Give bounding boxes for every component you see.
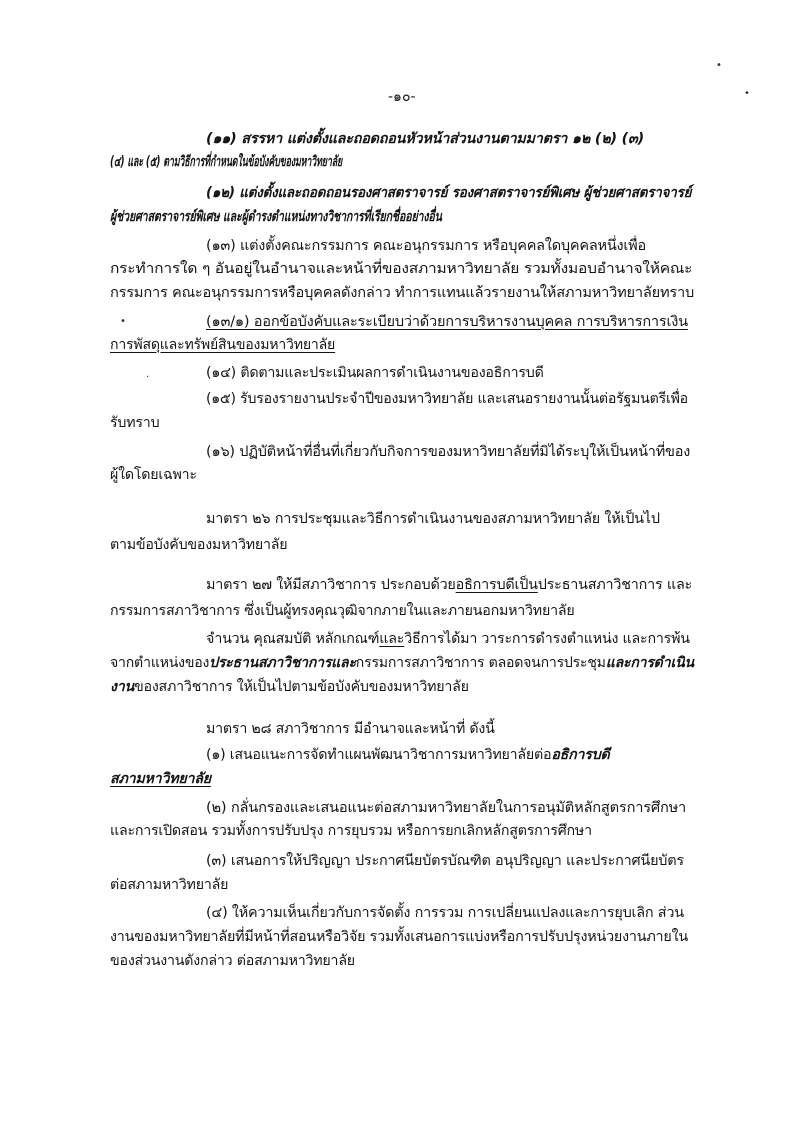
text-line	[206, 718, 495, 740]
text-segment: สภามหาวิทยาลัย	[110, 771, 211, 787]
text-segment: และการเปิดสอน รวมทั้งการปรับปรุง การยุบรวม หรือการยกเลิกหลักสูตรการศึกษา	[110, 823, 592, 839]
text-segment: ต่อสภามหาวิทยาลัย	[110, 877, 229, 893]
text-segment: (๔) และ (๕) ตามวิธีการที่กำหนดในข้อบังคับของมหาวิทยาลัย	[110, 154, 343, 170]
text-segment: (๑๑) สรรหา แต่งตั้งและถอดถอนหัวหน้าส่วนงานตามมาตรา ๑๒ (๒) (๓)	[206, 131, 644, 147]
text-line	[110, 926, 688, 948]
text-segment: กรรมการ คณะอนุกรรมการหรือบุคคลดังกล่าว ทำการแทนแล้วรายงานให้สภามหาวิทยาลัยทราบ	[110, 285, 695, 301]
text-line	[110, 820, 592, 842]
text-segment: และ	[379, 631, 405, 647]
text-line	[206, 850, 684, 872]
text-line	[110, 652, 694, 674]
text-segment: (๓) เสนอการให้ปริญญา ประกาศนียบัตรบัณฑิต อนุปริญญา และประกาศนียบัตร	[206, 853, 684, 869]
text-segment: วิธีการได้มา วาระการดำรงตำแหน่ง และการพ้น	[404, 631, 690, 647]
text-segment: ของส่วนงานดังกล่าว ต่อสภามหาวิทยาลัย	[110, 953, 355, 969]
text-line	[206, 797, 686, 819]
text-segment: (๑๓/๑) ออกข้อบังคับและระเบียบว่าด้วยการบริหารงานบุคคล การบริหารการเงิน	[206, 314, 688, 330]
text-line	[206, 628, 690, 650]
text-line	[206, 311, 688, 333]
text-segment: อธิการบดีเป็น	[455, 577, 538, 593]
text-line	[110, 412, 159, 434]
text-line	[110, 534, 287, 556]
text-segment: ผู้ช่วยศาสตราจารย์พิเศษ และผู้ดำรงตำแหน่งทางวิชาการที่เรียกชื่ออย่างอื่น	[110, 209, 442, 225]
text-segment: การพัสดุและทรัพย์สินของมหาวิทยาลัย	[110, 337, 336, 353]
text-line	[110, 600, 574, 622]
text-line	[206, 902, 684, 924]
text-segment: (๑๓) แต่งตั้งคณะกรรมการ คณะอนุกรรมการ หรือบุคคลใดบุคคลหนึ่งเพื่อ	[206, 238, 646, 254]
text-line	[110, 258, 692, 280]
text-segment: รับทราบ	[110, 415, 160, 431]
text-segment: ตามข้อบังคับของมหาวิทยาลัย	[110, 537, 288, 553]
text-line	[110, 676, 469, 698]
text-segment: ของสภาวิชาการ ให้เป็นไปตามข้อบังคับของมหาวิทยาลัย	[134, 679, 469, 695]
text-line	[206, 441, 690, 463]
page-number: -๑๐-	[388, 89, 416, 105]
scan-speck: ·	[146, 372, 150, 383]
text-line	[110, 768, 211, 790]
text-segment: ผู้ใดโดยเฉพาะ	[110, 467, 197, 483]
text-line	[206, 388, 688, 410]
text-segment: (๑๕) รับรองรายงานประจำปีของมหาวิทยาลัย และเสนอรายงานนั้นต่อรัฐมนตรีเพื่อ	[206, 391, 688, 407]
text-segment: (๒) กลั่นกรองและเสนอแนะต่อสภามหาวิทยาลัยในการอนุมัติหลักสูตรการศึกษา	[206, 800, 687, 816]
text-line	[110, 206, 442, 228]
text-segment: ประธานสภาวิชาการและ	[209, 655, 356, 671]
text-segment: มาตรา ๒๖ การประชุมและวิธีการดำเนินงานของสภามหาวิทยาลัย ให้เป็นไป	[206, 511, 660, 527]
text-line	[206, 574, 692, 596]
text-line	[206, 744, 610, 766]
text-line	[110, 950, 355, 972]
text-segment: (๑๒) แต่งตั้งและถอดถอนรองศาสตราจารย์ รองศาสตราจารย์พิเศษ ผู้ช่วยศาสตราจารย์	[206, 185, 692, 201]
text-segment: งานของมหาวิทยาลัยที่มีหน้าที่สอนหรือวิจัย รวมทั้งเสนอการแบ่งหรือการปรับปรุงหน่วยงานภายใน	[110, 929, 688, 945]
text-line	[110, 874, 228, 896]
text-segment: มาตรา ๒๗ ให้มีสภาวิชาการ ประกอบด้วย	[206, 577, 456, 593]
text-line	[206, 182, 691, 204]
text-segment: จากตำแหน่งของ	[110, 655, 210, 671]
text-segment: งาน	[110, 679, 134, 695]
text-line	[206, 362, 544, 384]
text-segment: กรรมการสภาวิชาการ ซึ่งเป็นผู้ทรงคุณวุฒิจากภายในและภายนอกมหาวิทยาลัย	[110, 603, 575, 619]
text-segment: จำนวน คุณสมบัติ หลักเกณฑ์	[206, 631, 380, 647]
text-segment: กรรมการสภาวิชาการ ตลอดจนการประชุม	[355, 655, 606, 671]
text-segment: (๑๔) ติดตามและประเมินผลการดำเนินงานของอธิการบดี	[206, 365, 544, 381]
text-line	[206, 508, 660, 530]
text-line	[110, 464, 197, 486]
text-line	[110, 334, 335, 356]
text-line	[206, 235, 646, 257]
text-segment: กระทำการใด ๆ อันอยู่ในอำนาจและหน้าที่ของสภามหาวิทยาลัย รวมทั้งมอบอำนาจให้คณะ	[110, 261, 693, 277]
scan-speck: •	[744, 88, 750, 99]
text-segment: ประธานสภาวิชาการ และ	[537, 577, 693, 593]
text-line	[110, 282, 694, 304]
text-segment: (๔) ให้ความเห็นเกี่ยวกับการจัดตั้ง การรวม การเปลี่ยนแปลงและการยุบเลิก ส่วน	[206, 905, 684, 921]
text-segment: อธิการบดี	[551, 747, 610, 763]
text-segment: มาตรา ๒๘ สภาวิชาการ มีอำนาจและหน้าที่ ดังนี้	[206, 721, 495, 737]
text-line	[110, 151, 342, 173]
text-segment: (๑) เสนอแนะการจัดทำแผนพัฒนาวิชาการมหาวิทยาลัยต่อ	[206, 747, 552, 763]
text-segment: และการดำเนิน	[605, 655, 694, 671]
text-line	[206, 128, 644, 150]
text-segment: (๑๖) ปฏิบัติหน้าที่อื่นที่เกี่ยวกับกิจการของมหาวิทยาลัยที่มิได้ระบุให้เป็นหน้าที่ของ	[206, 444, 691, 460]
scan-speck: •	[716, 60, 722, 71]
scan-speck: •	[120, 316, 126, 327]
